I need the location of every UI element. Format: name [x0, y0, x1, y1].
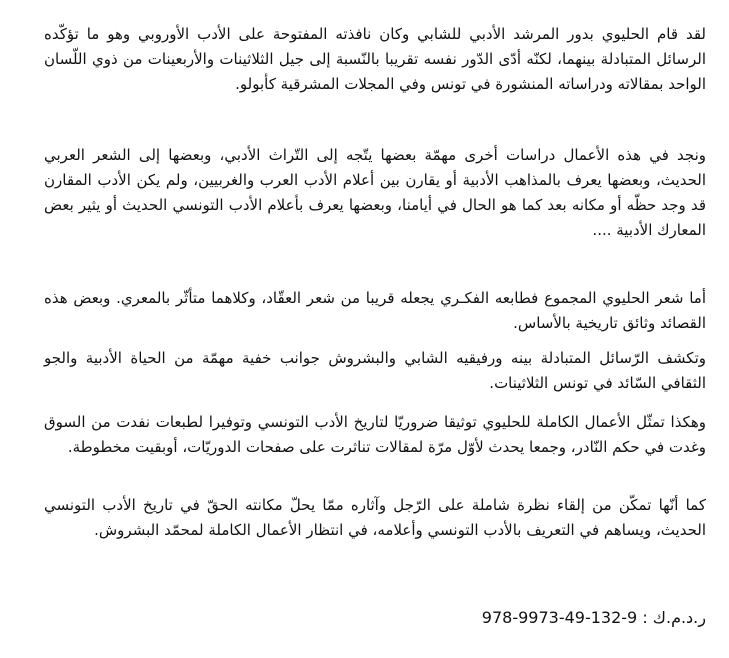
paragraph-6: كما أنّها تمكّن من إلقاء نظرة شاملة على الرّجل وآثاره ممّا يحلّ مكانته الحقّ في تاريخ الأدب التونسي الحديث، ويساهم في التعريف بالأدب التونسي وأعلامه، في انتظار الأعمال الكاملة لمحمّد البشروش.	[44, 496, 706, 539]
paragraph-5: وهكذا تمثّل الأعمال الكاملة للحليوي توثيقا ضروريّا لتاريخ الأدب التونسي وتوفيرا لطبعات نفدت من السوق وغدت في حكم النّادر، وجمعا يحدث لأوّل مرّة لمقالات تناثرت على صفحات الدوريّات، أوبقيت مخطوطة.	[44, 413, 706, 456]
isbn-label: ر.د.م.ك :	[642, 608, 706, 627]
paragraph-4: وتكشف الرّسائل المتبادلة بينه ورفيقيه الشابي والبشروش جوانب خفية مهمّة من الحياة الأدبية والجو الثقافي السّائد في تونس الثلاثينات.	[44, 349, 706, 392]
paragraph-3: أما شعر الحليوي المجموع فطابعه الفكـري يجعله قريبا من شعر العقّاد، وكلاهما متأثّر بالمعري. وبعض هذه القصائد وثائق تاريخية بالأساس.	[44, 289, 706, 332]
paragraph-2: ونجد في هذه الأعمال دراسات أخرى مهمّة بعضها يتّجه إلى التّراث الأدبي، وبعضها إلى الشعر العربي الحديث، وبعضها يعرف بالمذاهب الأدبية أو يقارن بين أعلام الأدب العرب والغربيين، ولم يكن الأدب المقارن قد وجد حظّه أو مكانه بعد كما هو الحال في أيامنا، وبعضها يعرف بأعلام الأدب التونسي الحديث أو يثير بعض المعارك الأدبية ....	[44, 146, 706, 239]
isbn-line	[436, 606, 706, 630]
isbn-number: 978-9973-49-132-9	[481, 608, 638, 627]
paragraph-1: لقد قام الحليوي بدور المرشد الأدبي للشابي وكان نافذته المفتوحة على الأدب الأوروبي وهو ما تؤكّده الرسائل المتبادلة بينهما، لكنّه أدّى الدّور نفسه تقريبا بالنّسبة إلى جيل الثلاثينات والأربعينات من ذوي اللّسان الواحد بمقالاته ودراساته المنشورة في تونس وفي المجلات المشرقية كأبولو.	[44, 25, 706, 93]
